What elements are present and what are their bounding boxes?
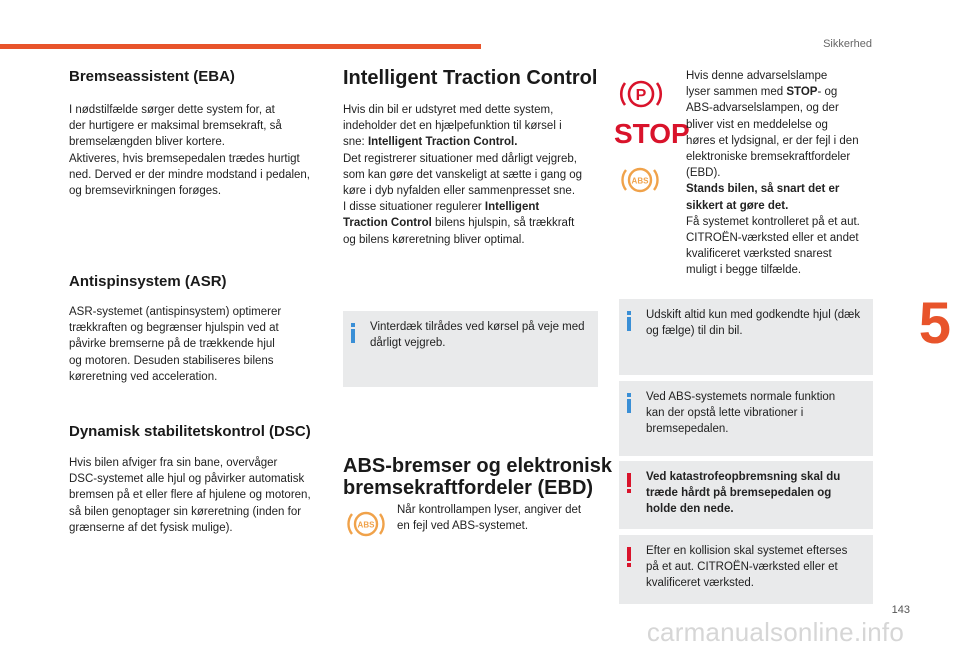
warning-note-collision: Efter en kollision skal systemet efterses på et aut. CITROËN-værksted eller et kvalificeret værksted. xyxy=(619,535,873,604)
info-note-abs-vibration: Ved ABS-systemets normale funktion kan der opstå lette vibrationer i bremsepedalen. xyxy=(619,381,873,456)
ebd-warning-text: Hvis denne advarselslampe lyser sammen med STOP- og ABS-advarselslampen, og der bliver vist en meddelelse og høres et lydsignal, er der fejl i den elektroniske bremsekraftfordeler (EBD). Stands bilen, så snart det er sikkert at gøre det. Få systemet kontrolleret på et aut. CITROËN-værksted eller et andet kvalificeret værksted snarest muligt i begge tilfælde. xyxy=(686,70,860,277)
warning-note-emergency-braking: Ved katastrofeopbremsning skal du træde hårdt på bremsepedalen og holde den nede. xyxy=(619,461,873,529)
info-icon xyxy=(351,323,355,343)
abs-text: Når kontrollampen lyser, angiver det en fejl ved ABS-systemet. xyxy=(397,504,582,533)
watermark: carmanualsonline.info xyxy=(646,617,904,647)
info-icon xyxy=(627,311,631,331)
dsc-heading: Dynamisk stabilitetskontrol (DSC) xyxy=(69,423,311,440)
asr-heading: Antispinsystem (ASR) xyxy=(69,273,227,290)
eba-text: I nødstilfælde sørger dette system for, at der hurtigere er maksimal bremsekraft, så bremselængden bliver kortere. Aktiveres, hvis bremsepedalen trædes hurtigt ned. Derved er der mindre modstand i pedalen, og bremsevirkningen forøges. xyxy=(69,104,311,198)
info-icon xyxy=(627,393,631,413)
info-note-wheels: Udskift altid kun med godkendte hjul (dæk og fælge) til din bil. xyxy=(619,299,873,375)
abs-heading: ABS-bremser og elektronisk bremsekraftfordeler (EBD) xyxy=(343,455,612,499)
abs-warning-lamp-icon xyxy=(620,162,660,198)
svg-text:P: P xyxy=(635,87,647,104)
stop-warning-icon: STOP xyxy=(614,118,690,149)
dsc-text: Hvis bilen afviger fra sin bane, overvåger DSC-systemet alle hjul og påvirker automatisk bremsen på et eller flere af hjulene og motoren, så bilen genoptager sin køreretning (inden for grænserne af det fysisk mulige). xyxy=(69,457,311,534)
asr-text: ASR-systemet (antispinsystem) optimerer trækkraften og begrænser hjulspin ved at påvirke bremserne på de trækkende hjul og motoren. Desuden stabiliseres bilens køreretning ved acceleration. xyxy=(69,306,282,383)
parking-brake-warning-icon xyxy=(618,74,664,114)
abs-warning-lamp-icon xyxy=(346,506,386,542)
chapter-number: 5 xyxy=(918,291,951,356)
warning-exclamation-icon xyxy=(627,473,631,493)
itc-heading: Intelligent Traction Control xyxy=(343,67,598,89)
svg-text:ABS: ABS xyxy=(357,520,375,530)
itc-text: Hvis din bil er udstyret med dette system, indeholder det en hjælpefunktion til kørsel i sne: Intelligent Traction Control. Det registrerer situationer med dårligt vejgreb, som kan gøre det vanskeligt at sætte i gang og køre i dyb nyfalden eller sammenpresset sne. I disse situationer regulerer Intelligent Traction Control bilens hjulspin, så trækkraft og bilens køreretning bliver optimal. xyxy=(343,104,583,246)
section-title: Sikkerhed xyxy=(823,38,872,50)
warning-exclamation-icon xyxy=(627,547,631,567)
svg-text:ABS: ABS xyxy=(631,176,649,186)
info-note-winter-tyres: Vinterdæk tilrådes ved kørsel på veje med dårligt vejgreb. xyxy=(343,311,598,387)
page-number: 143 xyxy=(891,604,910,616)
header-accent-bar xyxy=(0,44,481,49)
eba-heading: Bremseassistent (EBA) xyxy=(69,68,235,85)
